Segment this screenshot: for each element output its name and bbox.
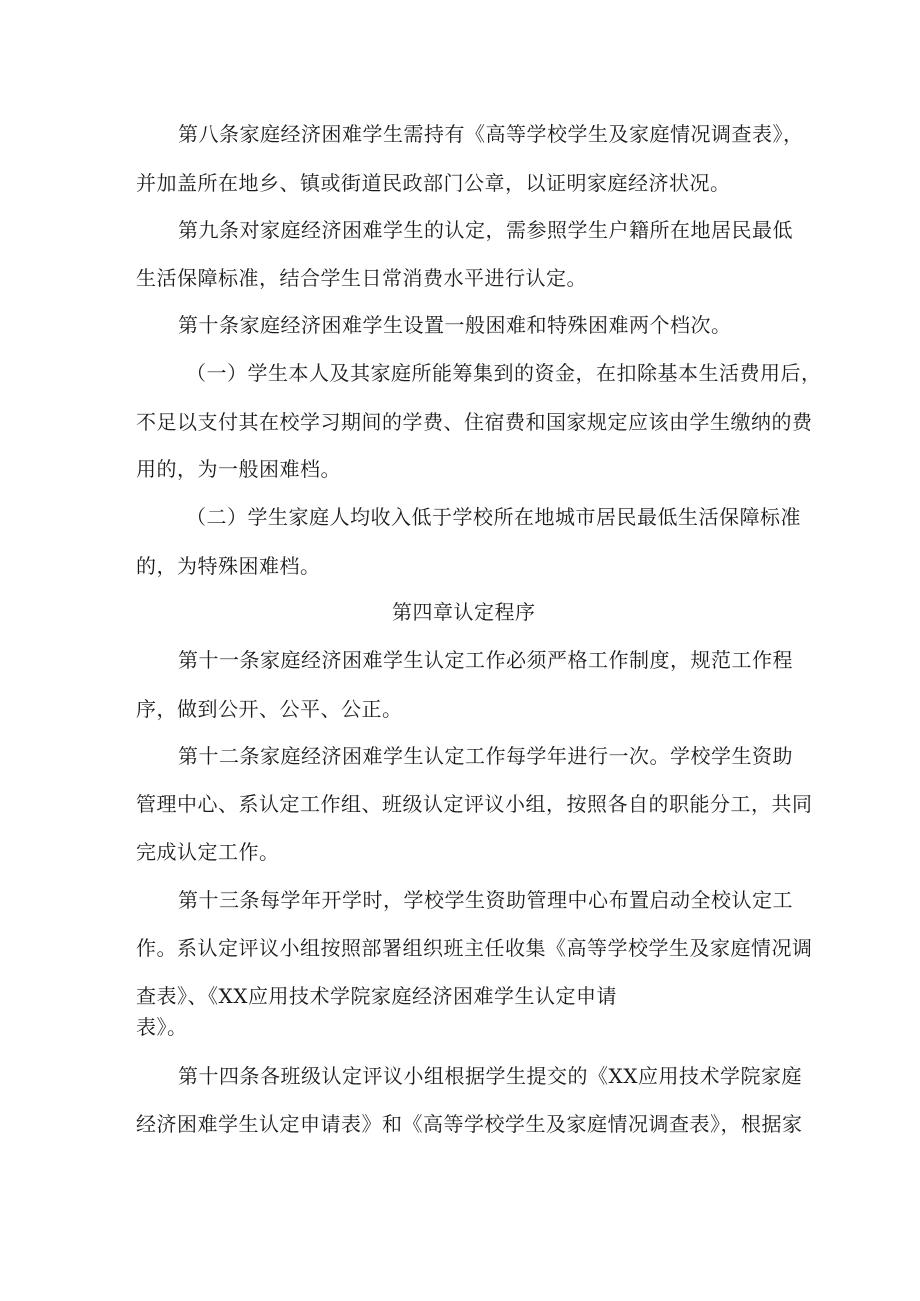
chapter-heading: 第四章认定程序	[392, 600, 536, 624]
text-line: 经济困难学生认定申请表》和《高等学校学生及家庭情况调查表》，根据家	[136, 1112, 803, 1136]
text-line: （一）学生本人及其家庭所能筹集到的资金，在扣除基本生活费用后，	[186, 361, 822, 385]
text-line: 表》。	[136, 1015, 188, 1039]
text-line: （二）学生家庭人均收入低于学校所在地城市居民最低生活保障标准	[186, 505, 801, 529]
text-line: 的，为特殊困难档。	[136, 554, 321, 578]
text-line: 生活保障标准，结合学生日常消费水平进行认定。	[136, 266, 587, 290]
text-line: 第九条对家庭经济困难学生的认定，需参照学生户籍所在地居民最低	[178, 218, 793, 242]
text-line: 序，做到公开、公平、公正。	[136, 697, 403, 721]
text-line: 第十条家庭经济困难学生设置一般困难和特殊困难两个档次。	[178, 313, 732, 337]
text-line: 用的，为一般困难档。	[136, 457, 341, 481]
text-line: 不足以支付其在校学习期间的学费、住宿费和国家规定应该由学生缴纳的费	[136, 410, 813, 434]
text-line: 并加盖所在地乡、镇或街道民政部门公章，以证明家庭经济状况。	[136, 171, 731, 195]
text-line: 作。系认定评议小组按照部署组织班主任收集《高等学校学生及家庭情况调	[136, 936, 813, 960]
text-line: 第十一条家庭经济困难学生认定工作必须严格工作制度，规范工作程	[178, 648, 793, 672]
text-line: 第十四条各班级认定评议小组根据学生提交的《XX应用技术学院家庭	[178, 1064, 802, 1088]
text-line: 第十二条家庭经济困难学生认定工作每学年进行一次。学校学生资助	[178, 744, 793, 768]
text-line: 管理中心、系认定工作组、班级认定评议小组，按照各自的职能分工，共同	[136, 792, 813, 816]
text-line: 完成认定工作。	[136, 840, 280, 864]
text-line: 第八条家庭经济困难学生需持有《高等学校学生及家庭情况调查表》，	[178, 122, 804, 146]
text-line: 第十三条每学年开学时，学校学生资助管理中心布置启动全校认定工	[178, 888, 793, 912]
text-line: 查表》、《XX应用技术学院家庭经济困难学生认定申请	[136, 984, 617, 1008]
